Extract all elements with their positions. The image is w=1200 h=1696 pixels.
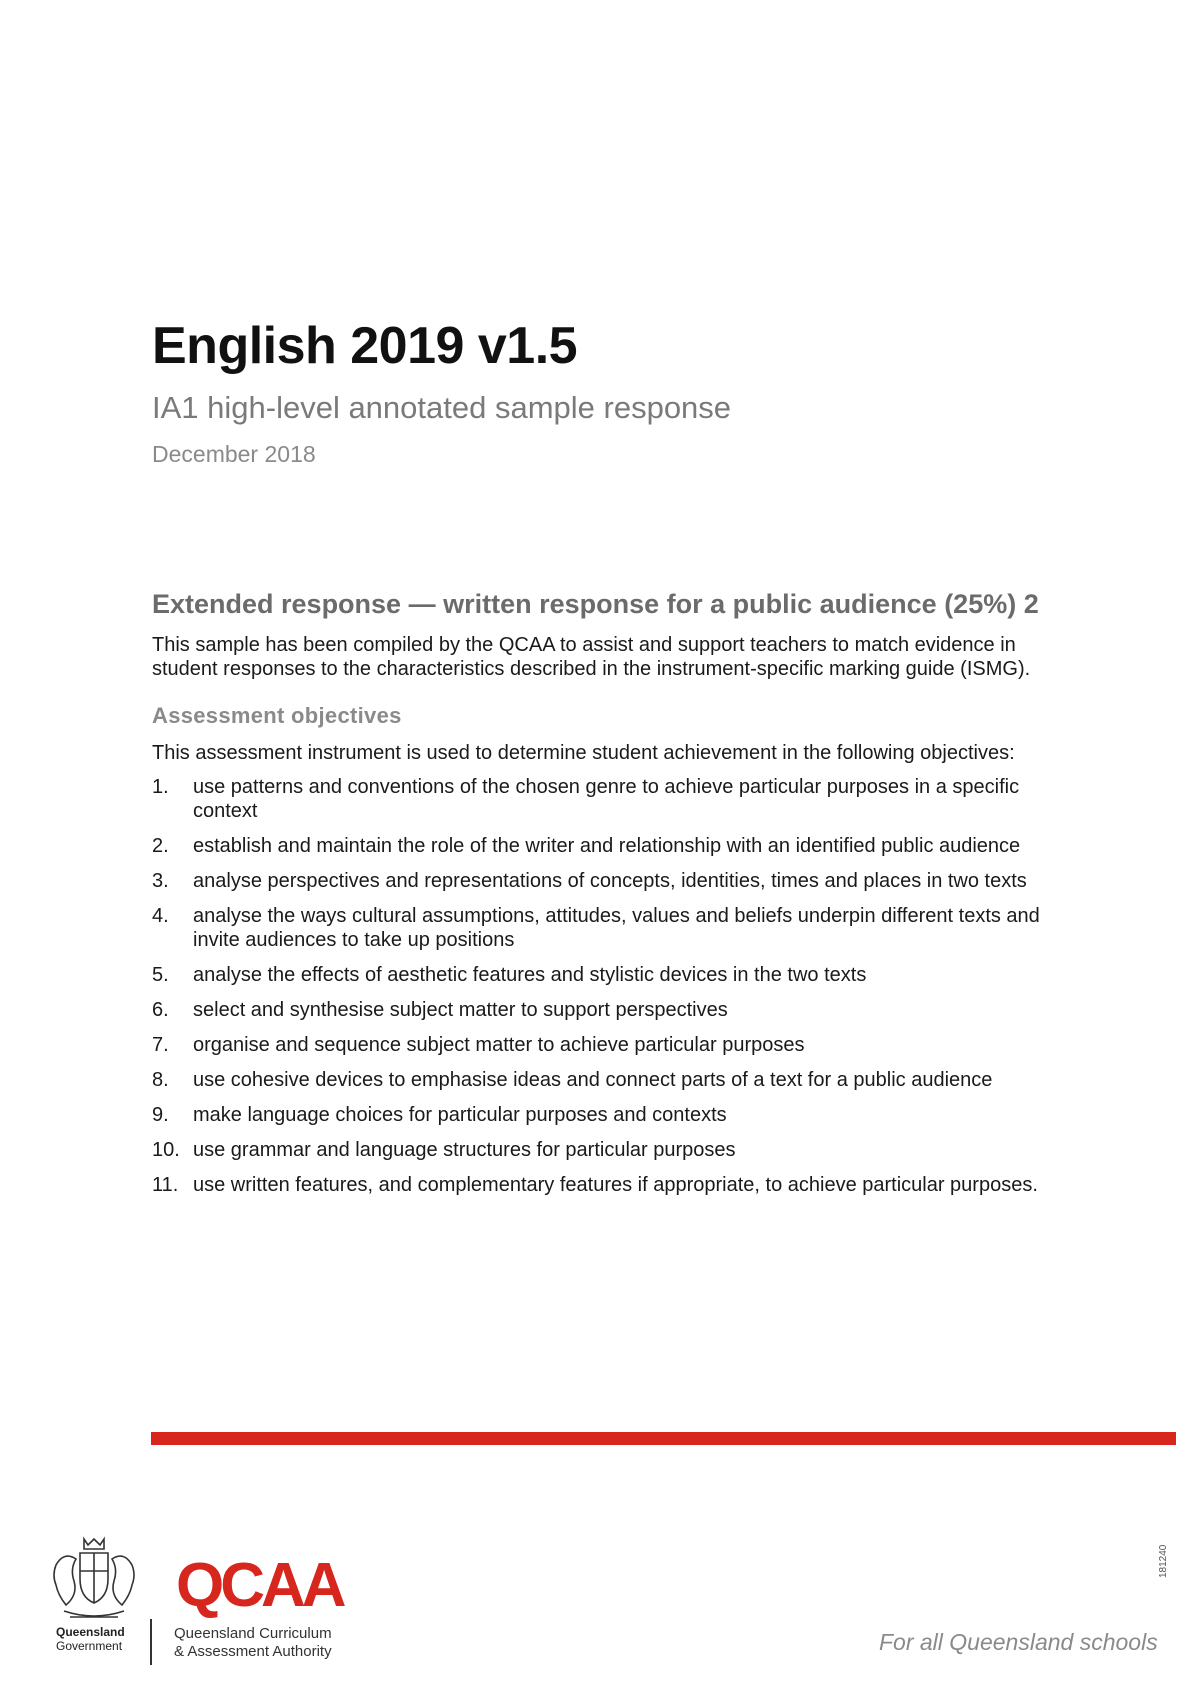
qcaa-name-line: Queensland Curriculum — [174, 1625, 332, 1642]
list-item-text: use written features, and complementary features if appropriate, to achieve particular purposes. — [193, 1174, 1038, 1196]
list-item-number: 2. — [152, 835, 169, 857]
list-item — [152, 963, 1057, 987]
objectives-list — [152, 775, 1057, 1197]
qcaa-logo: QCAA — [176, 1551, 343, 1620]
list-item-number: 8. — [152, 1069, 169, 1091]
list-item-text: use grammar and language structures for particular purposes — [193, 1139, 736, 1161]
list-item-text: analyse the ways cultural assumptions, attitudes, values and beliefs underpin different texts and invite audiences to take up positions — [193, 905, 1040, 951]
wordmark-line: Government — [56, 1639, 123, 1653]
qcaa-name-line: & Assessment Authority — [174, 1643, 332, 1660]
list-item — [152, 775, 1057, 823]
footer-logos — [46, 1535, 366, 1665]
list-item-number: 10. — [152, 1139, 180, 1161]
document-date: December 2018 — [152, 441, 316, 467]
list-item-number: 4. — [152, 905, 169, 927]
document-subtitle: IA1 high-level annotated sample response — [152, 390, 732, 425]
list-item-text: use patterns and conventions of the chosen genre to achieve particular purposes in a specific context — [193, 776, 1020, 822]
footer-divider-rule — [151, 1432, 1176, 1445]
queensland-government-wordmark — [56, 1625, 125, 1653]
list-item-text: organise and sequence subject matter to achieve particular purposes — [193, 1034, 805, 1056]
list-item-number: 6. — [152, 999, 169, 1021]
objectives-intro: This assessment instrument is used to determine student achievement in the following objectives: — [152, 742, 1015, 764]
document-title: English 2019 v1.5 — [152, 317, 578, 375]
list-item — [152, 869, 1057, 893]
qcaa-name — [174, 1625, 332, 1661]
list-item — [152, 1033, 1057, 1057]
objectives-heading: Assessment objectives — [152, 703, 402, 728]
queensland-crest-icon — [46, 1535, 142, 1623]
list-item-number: 7. — [152, 1034, 169, 1056]
wordmark-line: Queensland — [56, 1625, 125, 1639]
list-item-number: 1. — [152, 776, 169, 798]
logo-divider — [150, 1619, 152, 1665]
list-item — [152, 1068, 1057, 1092]
list-item-number: 5. — [152, 964, 169, 986]
footer-tagline: For all Queensland schools — [879, 1629, 1158, 1655]
list-item-number: 3. — [152, 870, 169, 892]
list-item — [152, 998, 1057, 1022]
list-item-text: make language choices for particular purposes and contexts — [193, 1104, 727, 1126]
list-item — [152, 1138, 1057, 1162]
section-intro: This sample has been compiled by the QCAA to assist and support teachers to match evidence in student responses to the characteristics described in the instrument-specific marking guide (ISMG). — [152, 634, 1031, 680]
list-item-text: analyse perspectives and representations of concepts, identities, times and places in two texts — [193, 870, 1027, 892]
document-body — [152, 588, 1057, 1208]
list-item — [152, 834, 1057, 858]
list-item — [152, 1103, 1057, 1127]
list-item-number: 9. — [152, 1104, 169, 1126]
list-item-text: analyse the effects of aesthetic features and stylistic devices in the two texts — [193, 964, 867, 986]
list-item — [152, 904, 1057, 952]
document-code: 181240 — [1158, 1544, 1169, 1578]
list-item-number: 11. — [152, 1174, 179, 1196]
section-heading: Extended response — written response for a public audience (25%) 2 — [152, 589, 1039, 619]
list-item — [152, 1173, 1057, 1197]
list-item-text: use cohesive devices to emphasise ideas and connect parts of a text for a public audience — [193, 1069, 993, 1091]
list-item-text: select and synthesise subject matter to support perspectives — [193, 999, 728, 1021]
list-item-text: establish and maintain the role of the writer and relationship with an identified public audience — [193, 835, 1021, 857]
